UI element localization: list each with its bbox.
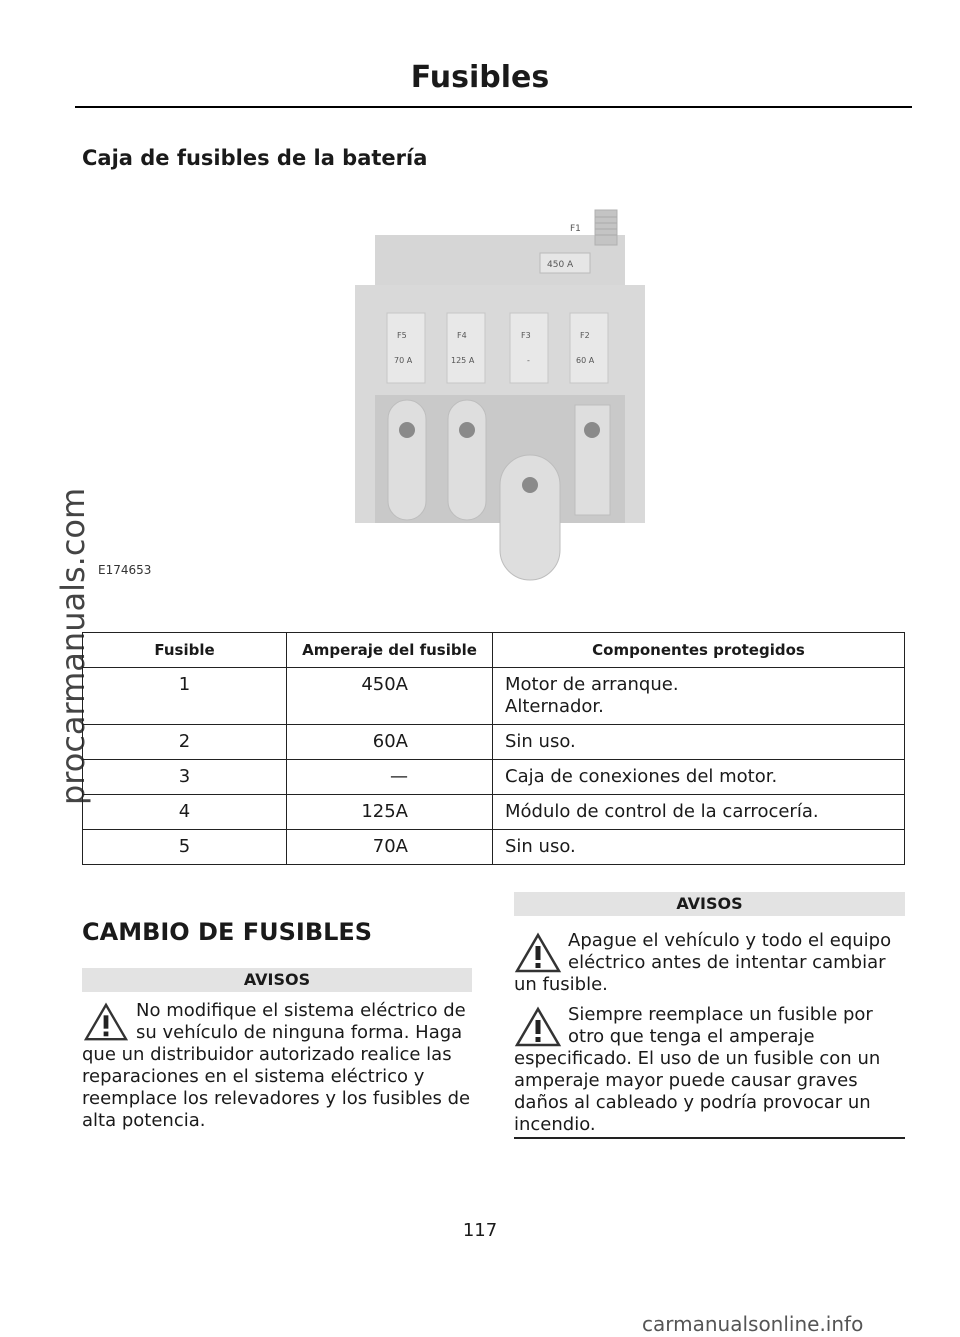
- cell-amperage: 125A: [287, 795, 493, 830]
- cell-components: Módulo de control de la carrocería.: [493, 795, 905, 830]
- table-row: [83, 760, 905, 795]
- section-title: Caja de fusibles de la batería: [82, 146, 428, 170]
- table-row: [83, 668, 905, 725]
- fuse-amp-f3: -: [527, 356, 530, 365]
- page-number: 117: [462, 1220, 498, 1241]
- avisos-bar-left: AVISOS: [82, 968, 472, 992]
- warning-triangle-icon: [82, 1002, 130, 1042]
- cell-amperage: —: [287, 760, 493, 795]
- footer-watermark: carmanualsonline.info: [642, 1312, 864, 1336]
- cell-components: Sin uso.: [493, 725, 905, 760]
- header-divider: [75, 106, 912, 108]
- fuse-label-f5: F5: [397, 331, 407, 340]
- table-header-row: [83, 633, 905, 668]
- cell-components: Caja de conexiones del motor.: [493, 760, 905, 795]
- page-title: Fusibles: [410, 60, 550, 95]
- cell-line: Motor de arranque.: [505, 674, 679, 695]
- warning-text-right-2: [514, 1004, 906, 1136]
- fuse-amp-f1: 450 A: [547, 260, 574, 270]
- warning-text-left: [82, 1000, 474, 1132]
- warning-triangle-icon: [514, 1006, 562, 1048]
- cell-fuse: 1: [83, 668, 287, 725]
- cell-components: [493, 668, 905, 725]
- fuse-table: [82, 632, 905, 865]
- cell-fuse: 4: [83, 795, 287, 830]
- fuse-label-f1: F1: [570, 224, 581, 234]
- column-header-components: Componentes protegidos: [493, 633, 905, 668]
- warning-message: Apague el vehículo y todo el equipo eléctrico antes de intentar cambiar un fusible.: [514, 930, 892, 995]
- fuse-label-f4: F4: [457, 331, 467, 340]
- table-row: [83, 830, 905, 865]
- warning-text-right-1: [514, 930, 906, 996]
- fuse-box-illustration: [355, 205, 650, 583]
- avisos-bar-right: AVISOS: [514, 892, 905, 916]
- warning-message: No modifique el sistema eléctrico de su vehículo de ninguna forma. Haga que un distribuidor autorizado realice las reparaciones en el sistema eléctrico y reemplace los relevadores y los fusibles de alta potencia.: [82, 1000, 471, 1131]
- fuse-amp-f4: 125 A: [451, 356, 475, 365]
- fuse-label-f3: F3: [521, 331, 531, 340]
- warning-message: Siempre reemplace un fusible por otro que tenga el amperaje especificado. El uso de un fusible con un amperaje mayor puede causar graves daños al cableado y podría provocar un incendio.: [514, 1004, 881, 1135]
- cambio-heading: CAMBIO DE FUSIBLES: [82, 918, 373, 946]
- table-row: [83, 795, 905, 830]
- fuse-amp-f5: 70 A: [394, 356, 413, 365]
- figure-code: E174653: [98, 563, 152, 577]
- cell-amperage: 450A: [287, 668, 493, 725]
- cell-amperage: 60A: [287, 725, 493, 760]
- cell-fuse: 2: [83, 725, 287, 760]
- column-header-amperage: Amperaje del fusible: [287, 633, 493, 668]
- cell-fuse: 5: [83, 830, 287, 865]
- column-header-fuse: Fusible: [83, 633, 287, 668]
- fuse-label-f2: F2: [580, 331, 590, 340]
- cell-fuse: 3: [83, 760, 287, 795]
- table-row: [83, 725, 905, 760]
- warning-triangle-icon: [514, 932, 562, 974]
- cell-amperage: 70A: [287, 830, 493, 865]
- fuse-amp-f2: 60 A: [576, 356, 595, 365]
- side-watermark: procarmanuals.com: [54, 487, 92, 805]
- cell-components: Sin uso.: [493, 830, 905, 865]
- cell-line: Alternador.: [505, 696, 604, 717]
- section-end-divider: [514, 1137, 905, 1139]
